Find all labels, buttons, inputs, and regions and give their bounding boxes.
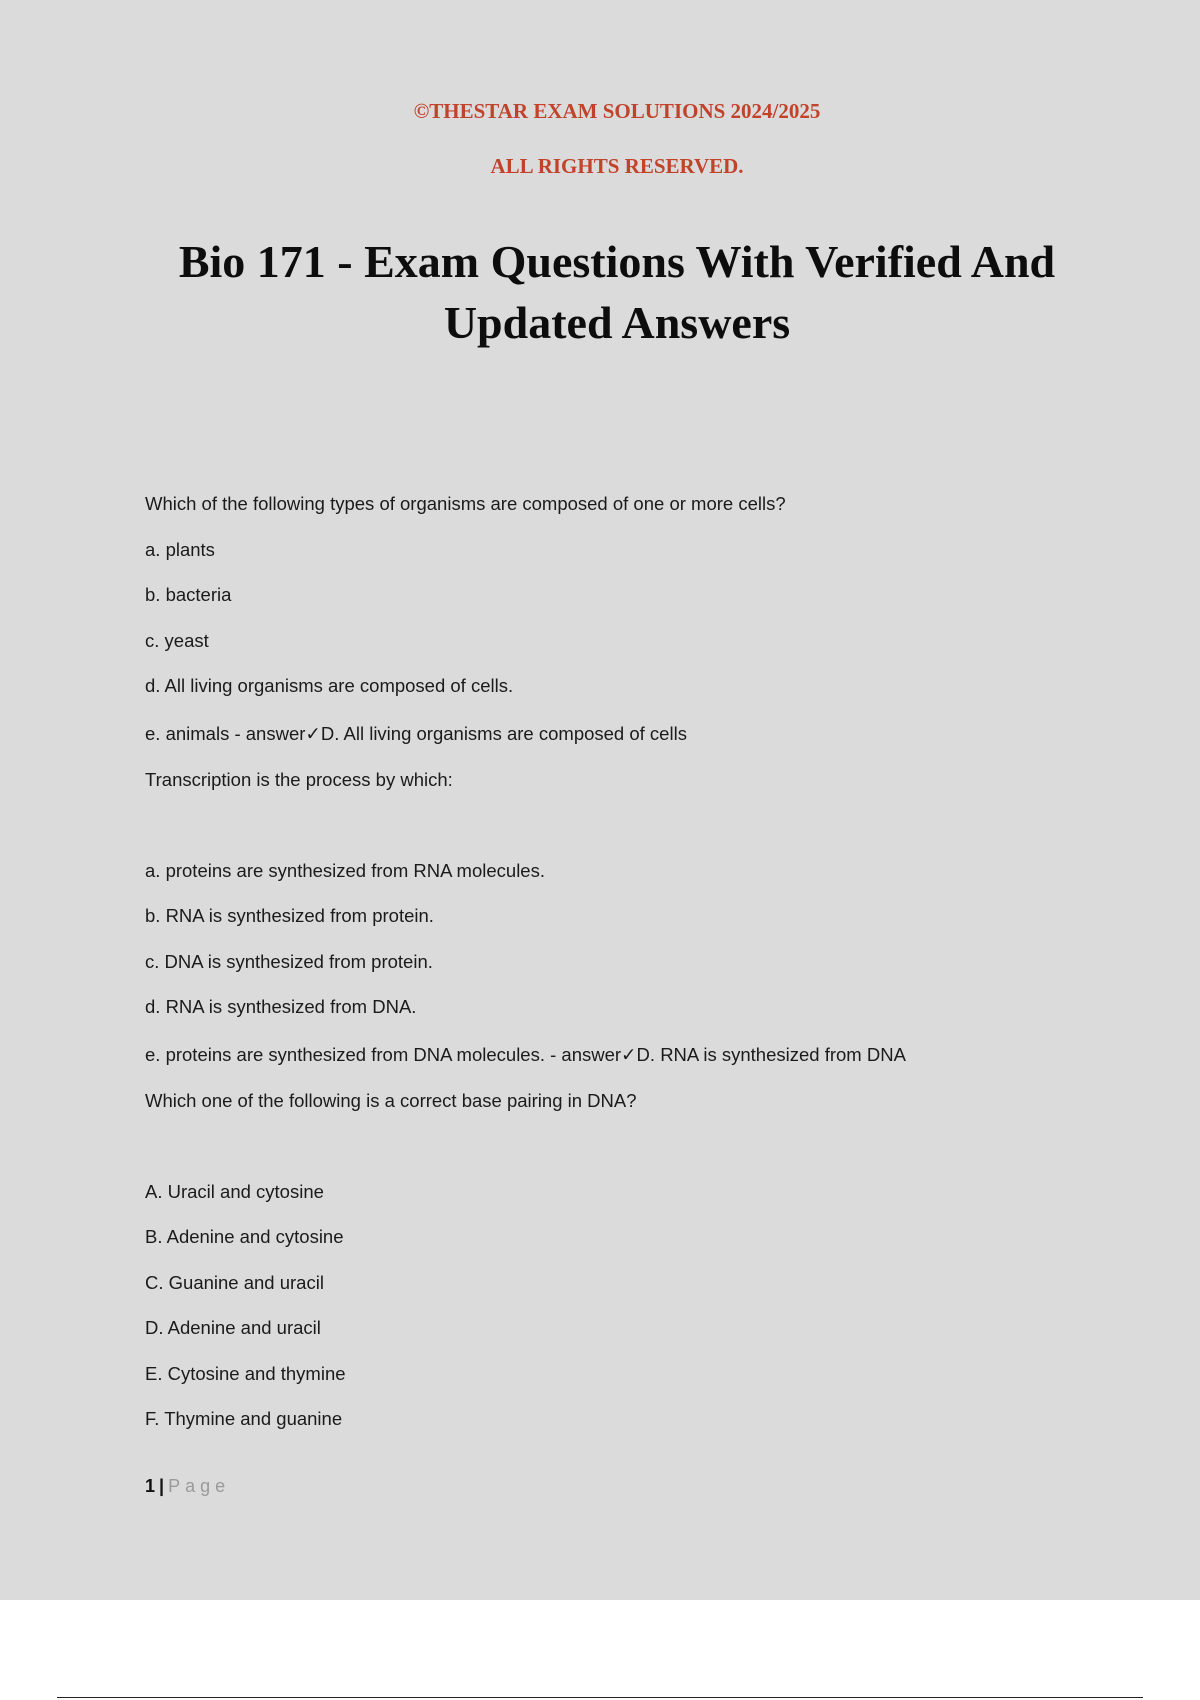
question-2-option-d: d. RNA is synthesized from DNA. — [145, 996, 417, 1017]
question-3-option-f: F. Thymine and guanine — [145, 1408, 343, 1429]
question-1-option-a: a. plants — [145, 539, 215, 560]
rights-header: ALL RIGHTS RESERVED. — [490, 154, 744, 178]
question-1-prompt: Which of the following types of organisms are composed of one or more cells? — [145, 493, 786, 514]
question-2-option-a: a. proteins are synthesized from RNA molecules. — [145, 860, 545, 881]
document-title-line-1: Bio 171 - Exam Questions With Verified And — [178, 236, 1056, 287]
question-3-option-b: B. Adenine and cytosine — [145, 1226, 344, 1247]
document-title-line-2: Updated Answers — [443, 297, 791, 348]
question-3-option-a: A. Uracil and cytosine — [145, 1181, 324, 1202]
page-label: Page — [168, 1476, 231, 1496]
question-2-option-b: b. RNA is synthesized from protein. — [145, 905, 434, 926]
next-page-divider — [57, 1697, 1143, 1698]
question-1-option-e-answer: e. animals - answer✓D. All living organisms are composed of cells — [145, 723, 687, 744]
question-3-option-d: D. Adenine and uracil — [145, 1317, 321, 1338]
document-title — [0, 231, 1200, 353]
question-1-option-b: b. bacteria — [145, 584, 232, 605]
page-footer — [145, 1473, 230, 1499]
question-2-option-c: c. DNA is synthesized from protein. — [145, 951, 433, 972]
page-separator: | — [159, 1476, 165, 1496]
question-3-option-c: C. Guanine and uracil — [145, 1272, 324, 1293]
question-2-prompt: Transcription is the process by which: — [145, 769, 453, 790]
copyright-header: ©THESTAR EXAM SOLUTIONS 2024/2025 — [413, 99, 821, 123]
page-number: 1 — [145, 1476, 156, 1496]
question-1-option-c: c. yeast — [145, 630, 209, 651]
question-1-option-d: d. All living organisms are composed of cells. — [145, 675, 514, 696]
question-2-option-e-answer: e. proteins are synthesized from DNA molecules. - answer✓D. RNA is synthesized from DNA — [145, 1044, 906, 1065]
question-3-prompt: Which one of the following is a correct base pairing in DNA? — [145, 1090, 637, 1111]
question-3-option-e: E. Cytosine and thymine — [145, 1363, 346, 1384]
